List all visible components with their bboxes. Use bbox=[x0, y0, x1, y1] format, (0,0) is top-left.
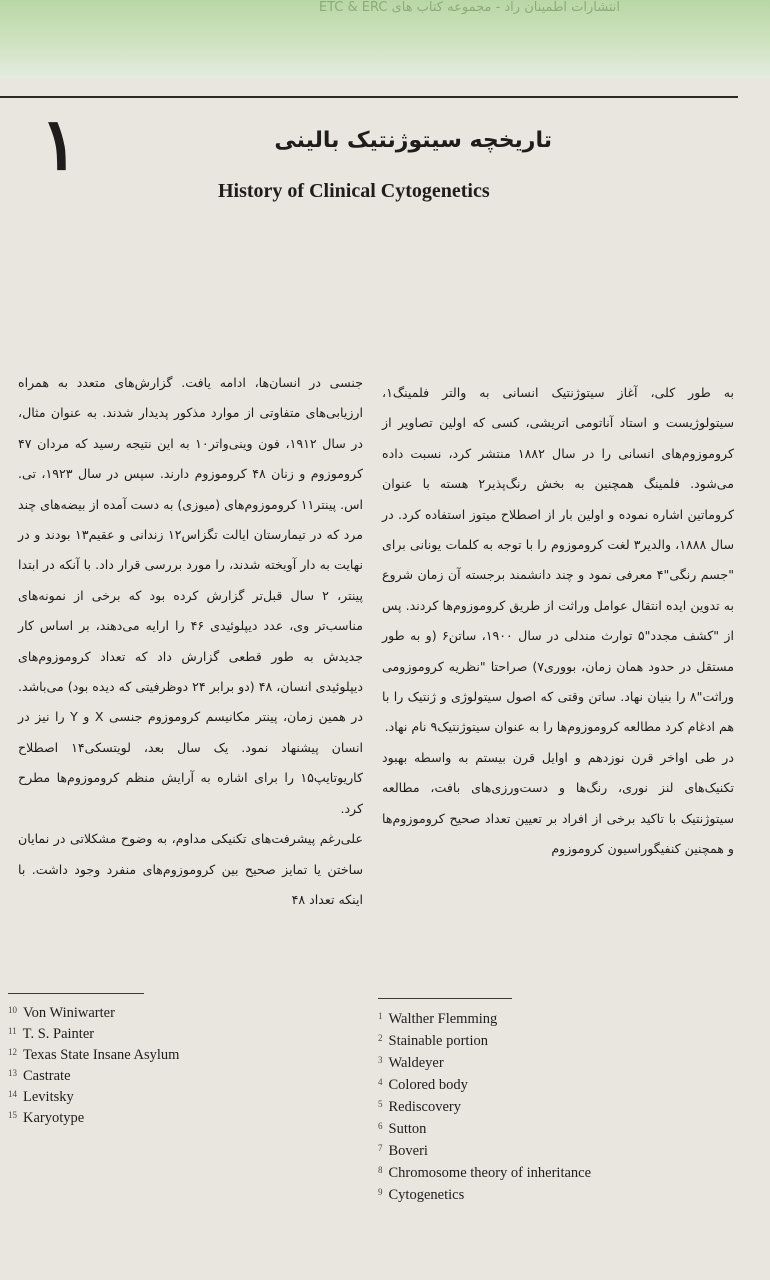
footnote-item: $^2$ Stainable portion bbox=[378, 1033, 488, 1049]
footnote-item: $^5$ Rediscovery bbox=[378, 1099, 461, 1115]
footnote-item: $^{14}$ Levitsky bbox=[8, 1089, 74, 1105]
footnote-item: $^{10}$ Von Winiwarter bbox=[8, 1005, 115, 1021]
footnote-rule-right bbox=[378, 998, 512, 999]
footnotes-left bbox=[8, 1000, 179, 1126]
footnote-item: $^1$ Walther Flemming bbox=[378, 1011, 498, 1027]
chapter-title-persian: تاریخچه سیتوژنتیک بالینی bbox=[274, 128, 552, 153]
footnote-item: $^4$ Colored body bbox=[378, 1077, 468, 1093]
right-text-column bbox=[382, 378, 734, 865]
page-header-band bbox=[0, 0, 770, 78]
paragraph: به طور کلی، آغاز سیتوژنتیک انسانی به والتر فلمینگ۱، سیتولوژیست و استاد آناتومی اتریشی، کسی که اولین تصاویر از کروموزوم‌های انسانی را در سال ۱۸۸۲ منتشر کرد، نسبت داده می‌شود. فلمینگ همچنین به بخش رنگ‌پذیر۲ هسته با عنوان کروماتین اشاره نموده و اولین بار از اصطلاح میتوز استفاده کرد. در سال ۱۸۸۸، والدیر۳ لغت کروموزوم را با توجه به کلمات یونانی برای "جسم رنگی"۴ معرفی نمود و چند دانشمند برجسته آن زمان شروع به تدوین ایده انتقال عوامل وراثت از طریق کروموزوم‌ها کردند. پس از "کشف مجدد"۵ توارث مندلی در سال ۱۹۰۰، ساتن۶ (و به طور مستقل در حدود همان زمان، بووری۷) صراحتا "نظریه کروموزومی وراثت"۸ را بنیان نهاد. ساتن وقتی که اصول سیتولوژی و ژنتیک را با هم ادغام کرد مطالعه کروموزوم‌ها را به عنوان سیتوژنتیک۹ نام نهاد. bbox=[382, 385, 734, 735]
footnotes-right bbox=[378, 1005, 591, 1203]
footnote-rule-left bbox=[8, 993, 144, 994]
header-rule bbox=[0, 96, 738, 98]
running-title: انتشارات اطمینان راد - مجموعه کتاب های ETC & ERC bbox=[318, 0, 620, 15]
paragraph: علی‌رغم پیشرفت‌های تکنیکی مداوم، به وضوح مشکلاتی در نمایان ساختن یا تمایز صحیح بین کروموزوم‌های منفرد وجود داشت. با اینکه تعداد ۴۸ bbox=[18, 831, 363, 907]
footnote-item: $^{12}$ Texas State Insane Asylum bbox=[8, 1047, 180, 1063]
footnote-item: $^8$ Chromosome theory of inheritance bbox=[378, 1165, 592, 1181]
chapter-number: ۱ bbox=[40, 101, 79, 186]
footnote-item: $^6$ Sutton bbox=[378, 1121, 427, 1137]
footnote-item: $^{13}$ Castrate bbox=[8, 1068, 71, 1084]
footnote-item: $^{15}$ Karyotype bbox=[8, 1110, 85, 1126]
footnote-item: $^3$ Waldeyer bbox=[378, 1055, 444, 1071]
chapter-title-english: History of Clinical Cytogenetics bbox=[218, 180, 490, 202]
footnote-item: $^7$ Boveri bbox=[378, 1143, 428, 1159]
footnote-item: $^9$ Cytogenetics bbox=[378, 1187, 465, 1203]
paragraph: در طی اواخر قرن نوزدهم و اوایل قرن بیستم به واسطه بهبود تکنیک‌های لنز نوری، رنگ‌ها و دست‌ورزی‌های بافت، مطالعه سیتوژنتیک با تاکید برخی از افراد بر تعیین تعداد صحیح کروموزوم‌ها و همچنین کنفیگوراسیون کروموزوم bbox=[382, 749, 734, 857]
footnote-item: $^{11}$ T. S. Painter bbox=[8, 1026, 95, 1042]
left-text-column bbox=[18, 368, 363, 915]
paragraph: جنسی در انسان‌ها، ادامه یافت. گزارش‌های متعدد به همراه ارزیابی‌های متفاوتی از موارد مذکور پدیدار شدند. به عنوان مثال، در سال ۱۹۱۲، فون وینی‌واتر۱۰ به این نتیجه رسید که مردان ۴۷ کروموزوم و زنان ۴۸ کروموزوم دارند. سپس در سال ۱۹۲۳، تی. اس. پینتر۱۱ کروموزوم‌های (میوزی) به دست آمده از بیضه‌های چند مرد که در تیمارستان ایالت تگزاس۱۲ زندانی و عقیم۱۳ بودند و در نهایت به دار آویخته شدند، را مورد بررسی قرار داد. با آنکه در ابتدا پینتر، ۲ سال قبل‌تر گزارش کرده بود که برخی از نمونه‌های مناسب‌تر وی، عدد دیپلوئیدی ۴۶ را ارایه می‌دهند، بر اساس کار جدیدش به طور قطعی گزارش داد که تعداد کروموزوم‌های دیپلوئیدی انسان، ۴۸ (دو برابر ۲۴ دوظرفیتی که دیده بود) می‌باشد. در همین زمان، پینتر مکانیسم کروموزوم جنسی X و Y را نیز در انسان پیشنهاد نمود. یک سال بعد، لویتسکی۱۴ اصطلاح کاریوتایپ۱۵ را برای اشاره به آرایش منظم کروموزوم‌ها مطرح کرد. bbox=[17, 375, 364, 816]
